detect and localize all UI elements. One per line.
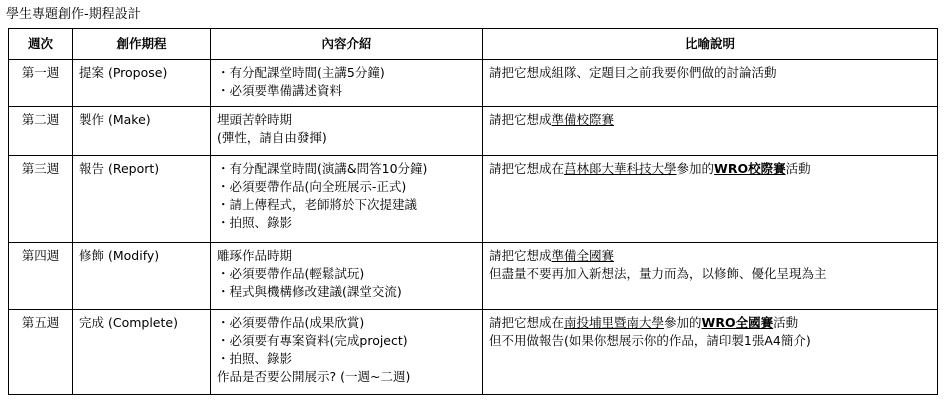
header-content: 內容介紹 — [211, 29, 483, 60]
table-row — [9, 107, 938, 156]
metaphor-line — [489, 247, 931, 265]
content-bullet: ・ 請上傳程式，老師將於下次提建議 — [217, 196, 476, 214]
week-cell: 第五週 — [9, 310, 73, 395]
metaphor-cell — [483, 107, 938, 156]
metaphor-text: 請把它想成 — [489, 112, 552, 127]
metaphor-line — [489, 111, 931, 129]
week-cell: 第三週 — [9, 156, 73, 243]
metaphor-line — [489, 314, 931, 332]
content-cell — [211, 243, 483, 310]
table-row — [9, 243, 938, 310]
content-cell — [211, 156, 483, 243]
document-title: 學生專題創作-期程設計 — [6, 7, 141, 22]
metaphor-underlined: 南投埔里暨南大學 — [564, 315, 665, 330]
metaphor-text: 請把它想成 — [489, 248, 552, 263]
content-cell — [211, 310, 483, 395]
metaphor-text: 參加的 — [664, 315, 702, 330]
phase-cell: 完成 (Complete) — [73, 310, 211, 395]
metaphor-text: 活動 — [785, 161, 811, 176]
content-bullet: ・ 必須要有專案資料(完成project) — [217, 332, 476, 350]
content-bullet: ・ 有分配課堂時間(演講&問答10分鐘) — [217, 160, 476, 178]
content-bullet: ・ 必須要準備講述資料 — [217, 82, 476, 100]
metaphor-text: 請把它想成在 — [489, 161, 565, 176]
metaphor-cell — [483, 156, 938, 243]
metaphor-line: 但不用做報告(如果你想展示你的作品，請印製1張A4簡介) — [489, 333, 811, 348]
content-line: 埋頭苦幹時期 — [217, 112, 293, 127]
phase-cell: 提案 (Propose) — [73, 60, 211, 107]
metaphor-cell — [483, 60, 938, 107]
content-bullet: ・ 拍照、錄影 — [217, 350, 476, 368]
header-metaphor: 比喻說明 — [483, 29, 938, 60]
week-cell: 第二週 — [9, 107, 73, 156]
header-phase: 創作期程 — [73, 29, 211, 60]
phase-cell: 報告 (Report) — [73, 156, 211, 243]
content-bullet: ・ 必須要帶作品(向全班展示-正式) — [217, 178, 476, 196]
metaphor-underlined: 莒林郞大華科技大學 — [564, 161, 677, 176]
metaphor-underlined: 準備全國賽 — [551, 248, 615, 263]
content-footer: 作品是否要公開展示? (一週~二週) — [217, 369, 411, 384]
table-row — [9, 60, 938, 107]
metaphor-text: 參加的 — [676, 161, 715, 176]
content-bullet: ・ 程式與機構修改建議(課堂交流) — [217, 283, 476, 301]
table-header-row — [9, 29, 938, 60]
table-row — [9, 310, 938, 395]
table-row — [9, 156, 938, 243]
phase-cell: 修飾 (Modify) — [73, 243, 211, 310]
content-bullet: ・ 必須要帶作品(成果欣賞) — [217, 314, 476, 332]
content-heading: 雕琢作品時期 — [217, 248, 293, 263]
content-cell — [211, 107, 483, 156]
content-cell — [211, 60, 483, 107]
metaphor-line — [489, 160, 931, 178]
metaphor-cell — [483, 310, 938, 395]
metaphor-cell — [483, 243, 938, 310]
metaphor-bold-underlined: WRO校際賽 — [714, 161, 786, 176]
week-cell: 第一週 — [9, 60, 73, 107]
metaphor-text: 請把它想成在 — [489, 315, 565, 330]
schedule-table — [8, 28, 938, 395]
content-line: (彈性，請自由發揮) — [217, 130, 327, 145]
content-bullet: ・ 必須要帶作品(輕鬆試玩) — [217, 265, 476, 283]
header-week: 週次 — [9, 29, 73, 60]
metaphor-underlined: 準備校際賽 — [551, 112, 615, 127]
week-cell: 第四週 — [9, 243, 73, 310]
phase-cell: 製作 (Make) — [73, 107, 211, 156]
content-bullet: ・ 拍照、錄影 — [217, 214, 476, 232]
metaphor-line: 請把它想成組隊、定題目之前我要你們做的討論活動 — [489, 65, 777, 80]
metaphor-bold-underlined: WRO全國賽 — [701, 315, 774, 330]
content-bullet: ・ 有分配課堂時間(主講5分鐘) — [217, 64, 476, 82]
metaphor-line: 但盡量不要再加入新想法，量力而為，以修飾、優化呈現為主 — [489, 266, 827, 281]
metaphor-text: 活動 — [773, 315, 799, 330]
